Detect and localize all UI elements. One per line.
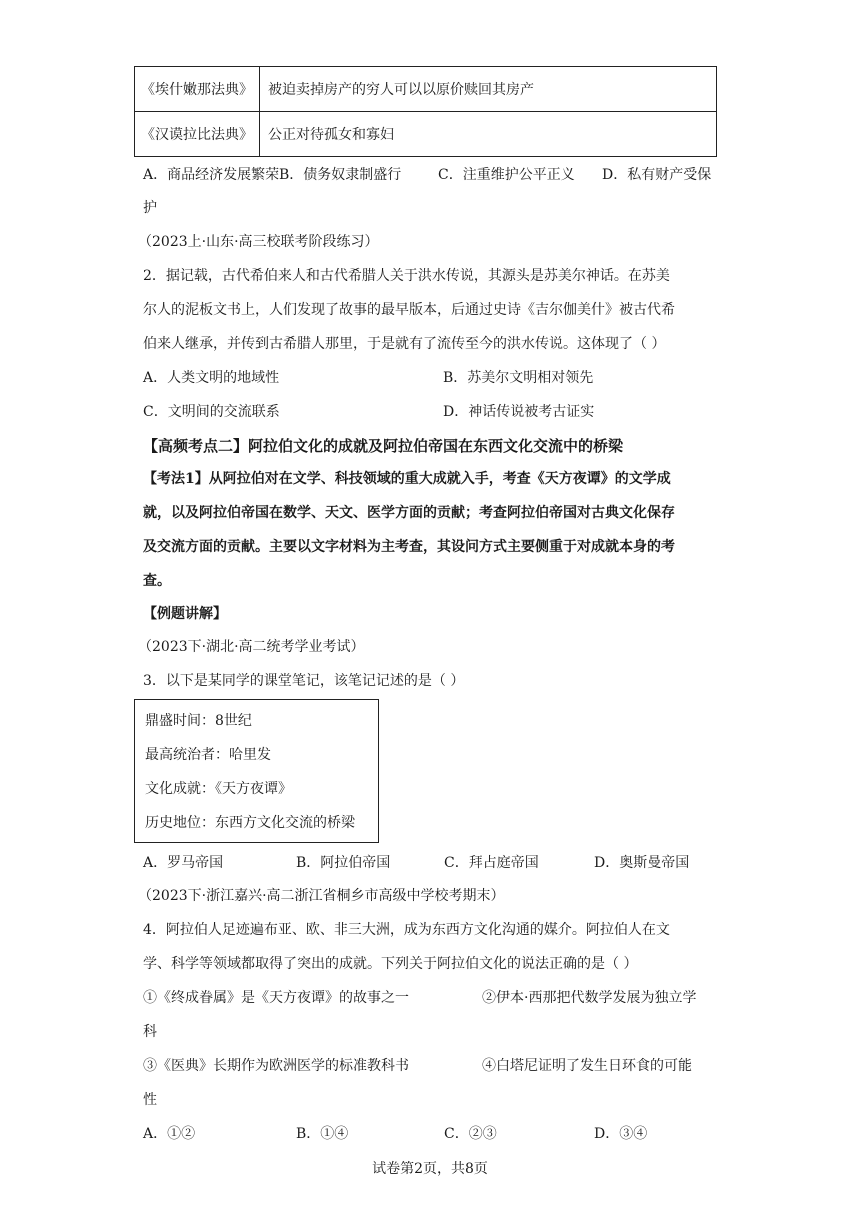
q4-statement-4-continued: 性 [143, 1092, 157, 1108]
section-heading: 【高频考点二】阿拉伯文化的成就及阿拉伯帝国在东西文化交流中的桥梁 [143, 437, 624, 455]
q4-option-c: C．②③ [444, 1126, 497, 1142]
q4-source: （2023下·浙江嘉兴·高二浙江省桐乡市高级中学校考期末） [138, 888, 505, 904]
class-note-box [134, 699, 379, 843]
method-line: 及交流方面的贡献。主要以文字材料为主考查，其设问方式主要侧重于对成就本身的考 [143, 539, 675, 555]
method-line: 查。 [143, 573, 171, 589]
method-line: 就，以及阿拉伯帝国在数学、天文、医学方面的贡献；考查阿拉伯帝国对古典文化保存 [143, 505, 675, 521]
note-item: 历史地位：东西方文化交流的桥梁 [145, 815, 355, 831]
table-row [135, 112, 717, 157]
page-footer: 试卷第2页，共8页 [372, 1161, 488, 1177]
q2-stem-line: 2．据记载，古代希伯来人和古代希腊人关于洪水传说，其源头是苏美尔神话。在苏美 [143, 268, 670, 284]
q3-stem: 3．以下是某同学的课堂笔记，该笔记记述的是（ ） [143, 673, 465, 689]
q3-option-c: C．拜占庭帝国 [444, 855, 539, 871]
q4-option-d: D．③④ [594, 1126, 648, 1142]
law-comparison-table [134, 66, 717, 157]
q1-option-d-continued: 护 [143, 200, 157, 216]
table-cell-code: 《埃什嫩那法典》 [135, 67, 260, 112]
q2-stem-line: 尔人的泥板文书上，人们发现了故事的最早版本，后通过史诗《吉尔伽美什》被古代希 [143, 302, 675, 318]
method-line: 【考法1】从阿拉伯对在文学、科技领域的重大成就入手，考查《天方夜谭》的文学成 [143, 471, 671, 487]
table-cell-content: 公正对待孤女和寡妇 [260, 112, 717, 157]
q4-stem-line: 学、科学等领域都取得了突出的成就。下列关于阿拉伯文化的说法正确的是（ ） [143, 956, 638, 972]
q3-option-d: D．奥斯曼帝国 [594, 855, 690, 871]
q3-option-a: A．罗马帝国 [143, 855, 224, 871]
q2-option-a: A．人类文明的地域性 [143, 370, 280, 386]
q4-statement-1: ①《终成眷属》是《天方夜谭》的故事之一 [143, 990, 409, 1006]
q2-option-d: D．神话传说被考古证实 [443, 404, 595, 420]
q3-option-b: B．阿拉伯帝国 [296, 855, 391, 871]
q4-statement-2-continued: 科 [143, 1024, 157, 1040]
q2-option-c: C．文明间的交流联系 [143, 404, 280, 420]
example-label: 【例题讲解】 [143, 606, 227, 622]
q1-option-a: A．商品经济发展繁荣 [143, 167, 280, 183]
q2-stem-line: 伯来人继承，并传到古希腊人那里，于是就有了流传至今的洪水传说。这体现了（ ） [143, 336, 666, 352]
q4-statement-4: ④白塔尼证明了发生日环食的可能 [482, 1058, 692, 1074]
note-item: 鼎盛时间：8世纪 [145, 713, 252, 729]
q3-source: （2023下·湖北·高二统考学业考试） [138, 639, 365, 655]
q2-option-b: B．苏美尔文明相对领先 [443, 370, 594, 386]
q4-option-b: B．①④ [296, 1126, 349, 1142]
table-cell-content: 被迫卖掉房产的穷人可以以原价赎回其房产 [260, 67, 717, 112]
note-item: 文化成就：《天方夜谭》 [145, 781, 292, 797]
q4-statement-2: ②伊本·西那把代数学发展为独立学 [482, 990, 697, 1006]
q2-source: （2023上·山东·高三校联考阶段练习） [138, 234, 379, 250]
q1-option-d: D．私有财产受保 [602, 167, 712, 183]
q1-option-b: B．债务奴隶制盛行 [279, 167, 402, 183]
table-cell-code: 《汉谟拉比法典》 [135, 112, 260, 157]
note-item: 最高统治者：哈里发 [145, 747, 271, 763]
q4-stem-line: 4．阿拉伯人足迹遍布亚、欧、非三大洲，成为东西方文化沟通的媒介。阿拉伯人在文 [143, 922, 670, 938]
q4-statement-3: ③《医典》长期作为欧洲医学的标准教科书 [143, 1058, 409, 1074]
table-row [135, 67, 717, 112]
q4-option-a: A．①② [143, 1126, 196, 1142]
q1-option-c: C．注重维护公平正义 [438, 167, 575, 183]
